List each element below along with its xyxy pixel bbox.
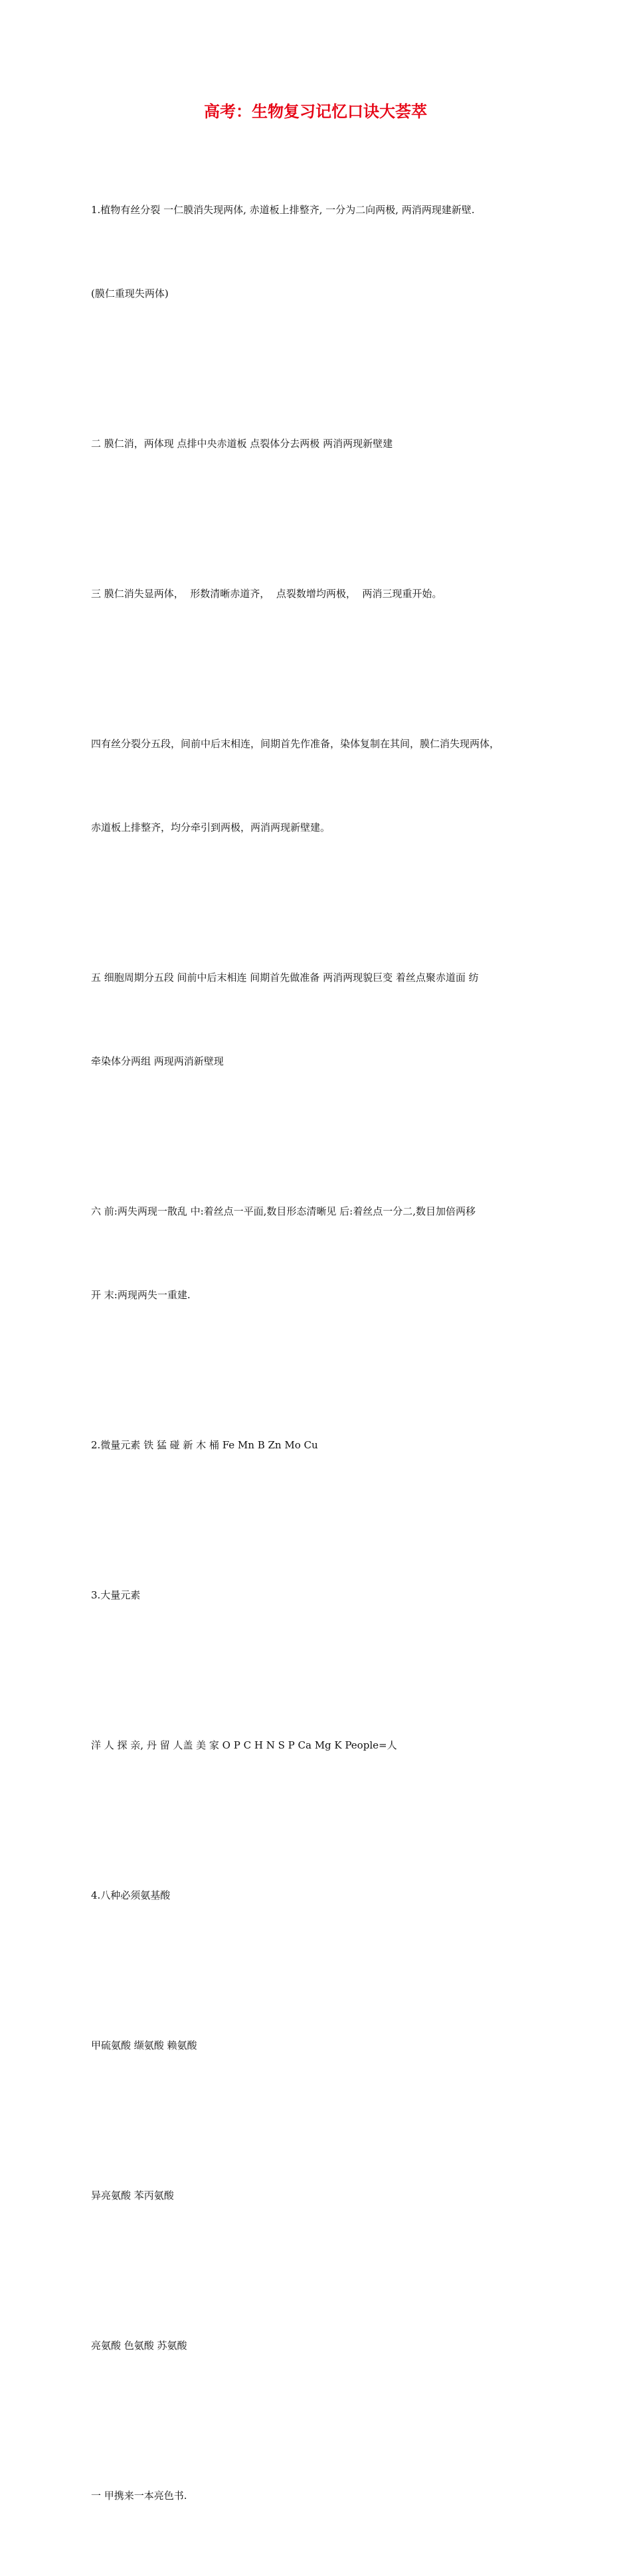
paragraph-line: 开 末:两现两失一重建. [91, 1289, 191, 1301]
paragraph-11 [91, 1976, 547, 2115]
paragraph-line: 异亮氨酸 苯丙氨酸 [91, 2190, 174, 2201]
paragraph-line: 4.八种必须氨基酸 [91, 1889, 171, 1901]
paragraph-line: 赤道板上排整齐，均分牵引到两极，两消两现新壁建。 [91, 821, 331, 833]
document-body [91, 140, 547, 2576]
paragraph-9 [91, 1675, 547, 1815]
paragraph-line: 洋 人 探 亲, 丹 留 人盖 美 家 O P C H N S P Ca Mg K People=人 [91, 1739, 397, 1751]
paragraph-line: 3.大量元素 [91, 1589, 141, 1601]
paragraph-3 [91, 524, 547, 663]
paragraph-6 [91, 1142, 547, 1365]
paragraph-12 [91, 2126, 547, 2265]
paragraph-line: 甲硫氨酸 缬氨酸 赖氨酸 [91, 2039, 197, 2051]
paragraph-5 [91, 908, 547, 1131]
paragraph-10 [91, 1826, 547, 1965]
paragraph-13 [91, 2276, 547, 2415]
paragraph-1 [91, 140, 547, 363]
paragraph-line: 牵染体分两组 两现两消新壁现 [91, 1055, 224, 1067]
paragraph-2 [91, 374, 547, 513]
paragraph-line: 一 甲携来一本亮色书. [91, 2490, 187, 2502]
paragraph-line: 三 膜仁消失显两体， 形数清晰赤道齐， 点裂数增均两极， 两消三现重开始。 [91, 588, 442, 600]
page-title: 高考：生物复习记忆口诀大荟萃 [204, 102, 427, 121]
paragraph-line: 五 细胞周期分五段 间前中后末相连 间期首先做准备 两消两现貌巨变 着丝点聚赤道面 纺 [91, 972, 479, 984]
paragraph-7 [91, 1375, 547, 1515]
paragraph-line: 六 前:两失两现一散乱 中:着丝点一平面,数目形态清晰见 后:着丝点一分二,数目加倍两移 [91, 1205, 476, 1217]
paragraph-line: (膜仁重现失两体) [91, 288, 169, 300]
paragraph-14 [91, 2426, 547, 2565]
paragraph-line: 四有丝分裂分五段，间前中后末相连，间期首先作准备，染体复制在其间，膜仁消失现两体， [91, 738, 500, 750]
paragraph-line: 亮氨酸 色氨酸 苏氨酸 [91, 2340, 187, 2352]
paragraph-line: 2.微量元素 铁 猛 碰 新 木 桶 Fe Mn B Zn Mo Cu [91, 1439, 318, 1451]
paragraph-line: 1.植物有丝分裂 一仁膜消失现两体, 赤道板上排整齐, 一分为二向两极, 两消两现建新壁. [91, 204, 475, 216]
paragraph-line: 二 膜仁消，两体现 点排中央赤道板 点裂体分去两极 两消两现新壁建 [91, 438, 393, 450]
paragraph-8 [91, 1525, 547, 1665]
paragraph-4 [91, 674, 547, 897]
